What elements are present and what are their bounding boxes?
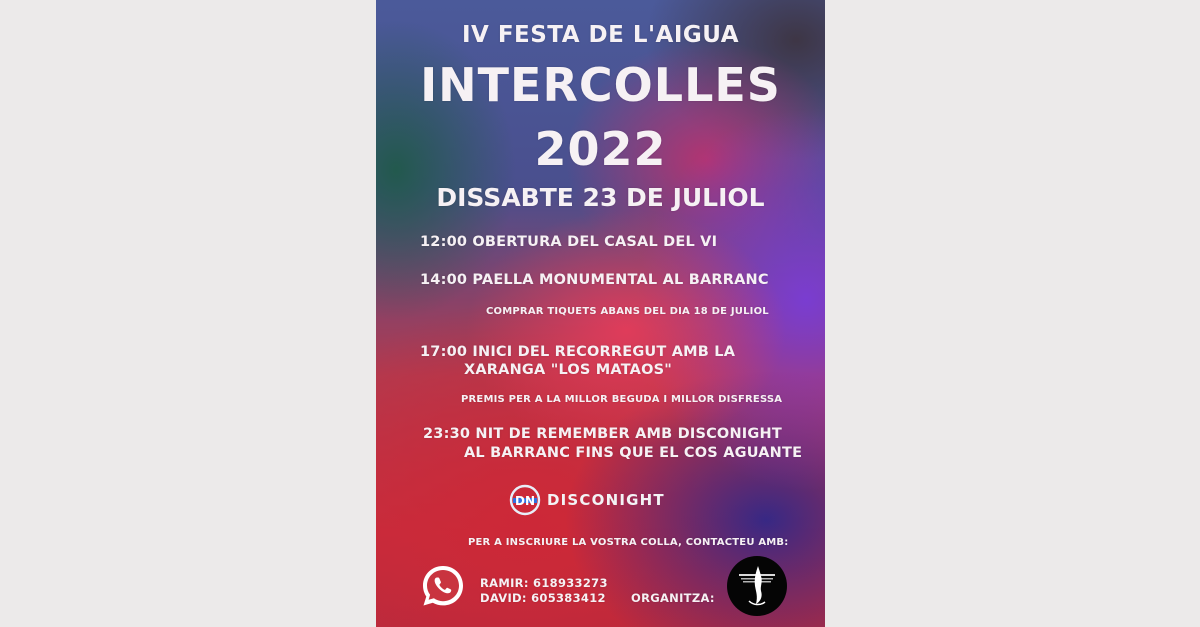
organizer-logo-mark <box>727 556 787 616</box>
poster-subtitle: IV FESTA DE L'AIGUA <box>461 22 740 48</box>
schedule-item-continued: AL BARRANC FINS QUE EL COS AGUANTE <box>464 445 803 461</box>
poster-year: 2022 <box>534 122 667 176</box>
contact-intro: PER A INSCRIURE LA VOSTRA COLLA, CONTACTEU AMB: <box>468 537 789 548</box>
schedule-item: 14:00 PAELLA MONUMENTAL AL BARRANC <box>420 272 769 288</box>
disconight-logo-icon <box>509 484 541 516</box>
contact-david: DAVID: 605383412 <box>480 591 606 605</box>
whatsapp-icon <box>418 561 468 611</box>
schedule-note: PREMIS PER A LA MILLOR BEGUDA I MILLOR DISFRESSA <box>461 394 783 405</box>
disconight-logo-letters: DN <box>514 494 536 508</box>
schedule-item: 17:00 INICI DEL RECORREGUT AMB LA <box>420 344 736 360</box>
organizer-logo <box>727 556 787 616</box>
schedule-item-continued: XARANGA "LOS MATAOS" <box>464 362 673 378</box>
event-poster <box>376 0 825 627</box>
schedule-item: 12:00 OBERTURA DEL CASAL DEL VI <box>420 234 718 250</box>
poster-title: INTERCOLLES <box>420 58 781 112</box>
schedule-note: COMPRAR TIQUETS ABANS DEL DIA 18 DE JULIOL <box>486 306 769 317</box>
organizer-label: ORGANITZA: <box>631 591 715 605</box>
schedule-item: 23:30 NIT DE REMEMBER AMB DISCONIGHT <box>423 426 782 442</box>
contact-ramir: RAMIR: 618933273 <box>480 576 608 590</box>
poster-date: DISSABTE 23 DE JULIOL <box>436 183 765 212</box>
disconight-logo <box>509 484 665 516</box>
disconight-logo-text: DISCONIGHT <box>547 491 665 509</box>
